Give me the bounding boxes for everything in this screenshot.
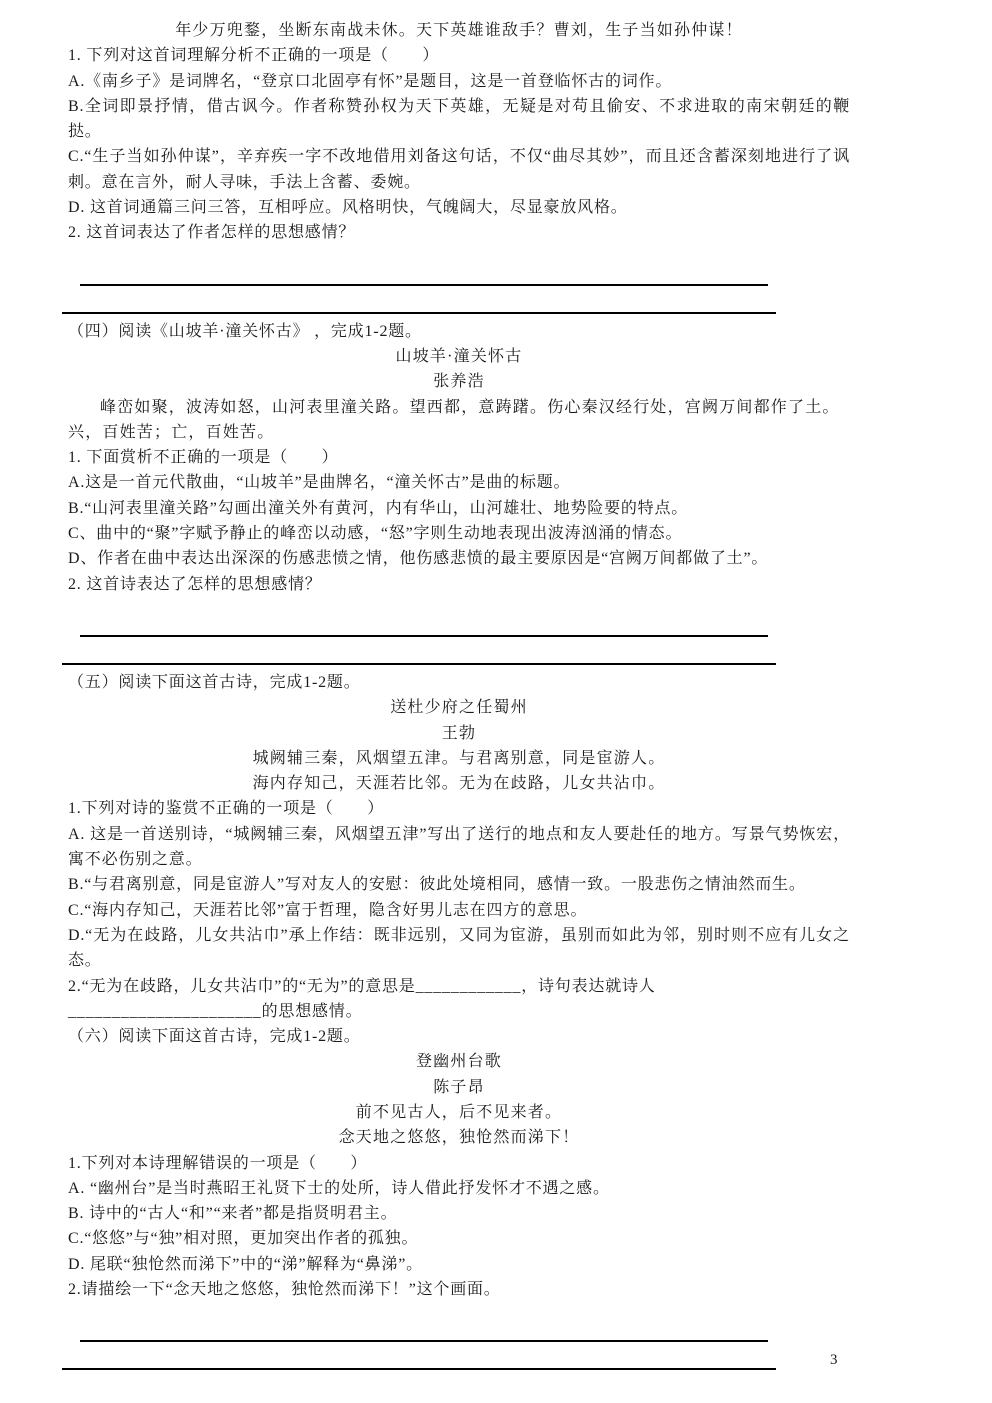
answer-blank-line bbox=[80, 609, 768, 637]
nanxiangzi-question-2: 2. 这首词表达了作者怎样的思想感情？ bbox=[68, 224, 356, 242]
section-4-option-b: B.“山河表里潼关路”勾画出潼关外有黄河，内有华山，山河雄壮、地势险要的特点。 bbox=[68, 499, 689, 517]
nanxiangzi-option-a: A.《南乡子》是词牌名，“登京口北固亭有怀”是题目，这是一首登临怀古的词作。 bbox=[68, 72, 673, 90]
section-6-option-d: D. 尾联“独怆然而涕下”中的“涕”解释为“鼻涕”。 bbox=[68, 1255, 423, 1273]
section-5-option-d: D.“无为在歧路，儿女共沾巾”承上作结：既非远别，又同为宦游，虽别而如此为邻，别时则不应有儿女之态。 bbox=[68, 926, 850, 970]
nanxiangzi-option-d: D. 这首词通篇三问三答，互相呼应。风格明快，气魄阔大，尽显豪放风格。 bbox=[68, 199, 628, 217]
section-5-header: （五）阅读下面这首古诗，完成1-2题。 bbox=[68, 673, 361, 691]
section-5-poem-line: 海内存知己，天涯若比邻。无为在歧路，儿女共沾巾。 bbox=[252, 775, 666, 793]
section-5-poem-author: 王勃 bbox=[441, 724, 477, 742]
answer-blank-line bbox=[62, 1342, 776, 1370]
section-5-question-2-line1: 2.“无为在歧路，儿女共沾巾”的“无为”的意思是____________，诗句表达就诗人 bbox=[68, 977, 656, 995]
nanxiangzi-option-c: C.“生子当如孙仲谋”，辛弃疾一字不改地借用刘备这句话，不仅“曲尽其妙”，而且还含蓄深刻地进行了讽刺。意在言外，耐人寻味，手法上含蓄、委婉。 bbox=[68, 148, 850, 191]
page-number: 3 bbox=[830, 1352, 838, 1368]
section-4-poem-line: 峰峦如聚，波涛如怒，山河表里潼关路。望西都，意踌躇。伤心秦汉经行处，宫阙万间都作了土。 bbox=[100, 398, 840, 416]
answer-blank-line bbox=[62, 637, 776, 665]
section-4-option-c: C、曲中的“聚”字赋予静止的峰峦以动感，“怒”字则生动地表现出波涛汹涌的情态。 bbox=[68, 525, 683, 543]
nanxiangzi-option-b: B.全词即景抒情，借古讽今。作者称赞孙权为天下英雄，无疑是对苟且偷安、不求进取的南宋朝廷的鞭挞。 bbox=[68, 97, 850, 141]
section-5-poem-line: 城阙辅三秦，风烟望五津。与君离别意，同是宦游人。 bbox=[252, 749, 666, 767]
section-5-question-1: 1.下列对诗的鉴赏不正确的一项是（ ） bbox=[68, 800, 385, 818]
section-4-poem-title: 山坡羊·潼关怀古 bbox=[395, 347, 523, 365]
text-column bbox=[68, 18, 850, 1375]
section-4-poem-line: 兴，百姓苦；亡，百姓苦。 bbox=[68, 423, 275, 441]
section-6-option-a: A. “幽州台”是当时燕昭王礼贤下士的处所，诗人借此抒发怀才不遇之感。 bbox=[68, 1179, 610, 1197]
section-5-question-2-line2: ______________________的思想感情。 bbox=[68, 1002, 363, 1020]
section-5-poem-title: 送杜少府之任蜀州 bbox=[390, 699, 528, 717]
section-4-poem-author: 张养浩 bbox=[433, 373, 485, 391]
answer-blank-line bbox=[80, 258, 768, 286]
answer-area bbox=[68, 258, 850, 314]
section-6-option-c: C.“悠悠”与“独”相对照，更加突出作者的孤独。 bbox=[68, 1230, 419, 1248]
poem-excerpt-line: 年少万兜鍪，坐断东南战未休。天下英雄谁敌手？曹刘，生子当如孙仲谋！ bbox=[175, 22, 743, 39]
section-6-poem-line: 前不见古人，后不见来者。 bbox=[355, 1103, 563, 1121]
section-4-option-a: A.这是一首元代散曲，“山坡羊”是曲牌名，“潼关怀古”是曲的标题。 bbox=[68, 474, 571, 492]
section-6-option-b: B. 诗中的“古人“和”“来者”都是指贤明君主。 bbox=[68, 1205, 398, 1223]
section-4-question-1: 1. 下面赏析不正确的一项是（ ） bbox=[68, 449, 339, 467]
answer-blank-line bbox=[62, 286, 776, 314]
section-4-header: （四）阅读《山坡羊·潼关怀古》 ，完成1-2题。 bbox=[68, 322, 422, 340]
section-5-option-a: A. 这是一首送别诗，“城阙辅三秦，风烟望五津”写出了送行的地点和友人要赴任的地方。写景气势恢宏，寓不必伤别之意。 bbox=[68, 825, 850, 869]
section-5-option-c: C.“海内存知己，天涯若比邻”富于哲理，隐含好男儿志在四方的意思。 bbox=[68, 901, 588, 919]
nanxiangzi-question-1: 1. 下列对这首词理解分析不正确的一项是（ ） bbox=[68, 47, 440, 65]
answer-area bbox=[68, 609, 850, 665]
answer-blank-line bbox=[80, 1314, 768, 1342]
section-6-header: （六）阅读下面这首古诗，完成1-2题。 bbox=[68, 1028, 361, 1046]
section-6-question-2: 2.请描绘一下“念天地之悠悠，独怆然而涕下！”这个画面。 bbox=[68, 1281, 501, 1299]
section-6-question-1: 1.下列对本诗理解错误的一项是（ ） bbox=[68, 1154, 368, 1172]
section-5-option-b: B.“与君离别意，同是宦游人”写对友人的安慰：彼此处境相同，感情一致。一股悲伤之情油然而生。 bbox=[68, 876, 806, 894]
section-4-question-2: 2. 这首诗表达了怎样的思想感情？ bbox=[68, 575, 322, 593]
answer-area bbox=[68, 1314, 850, 1370]
section-6-poem-title: 登幽州台歌 bbox=[415, 1053, 502, 1071]
section-6-poem-author: 陈子昂 bbox=[433, 1078, 485, 1096]
section-6-poem-line: 念天地之悠悠，独怆然而涕下！ bbox=[338, 1129, 580, 1147]
section-4-option-d: D、作者在曲中表达出深深的伤感悲愤之情，他伤感悲愤的最主要原因是“宫阙万间都做了土”。 bbox=[68, 550, 769, 568]
